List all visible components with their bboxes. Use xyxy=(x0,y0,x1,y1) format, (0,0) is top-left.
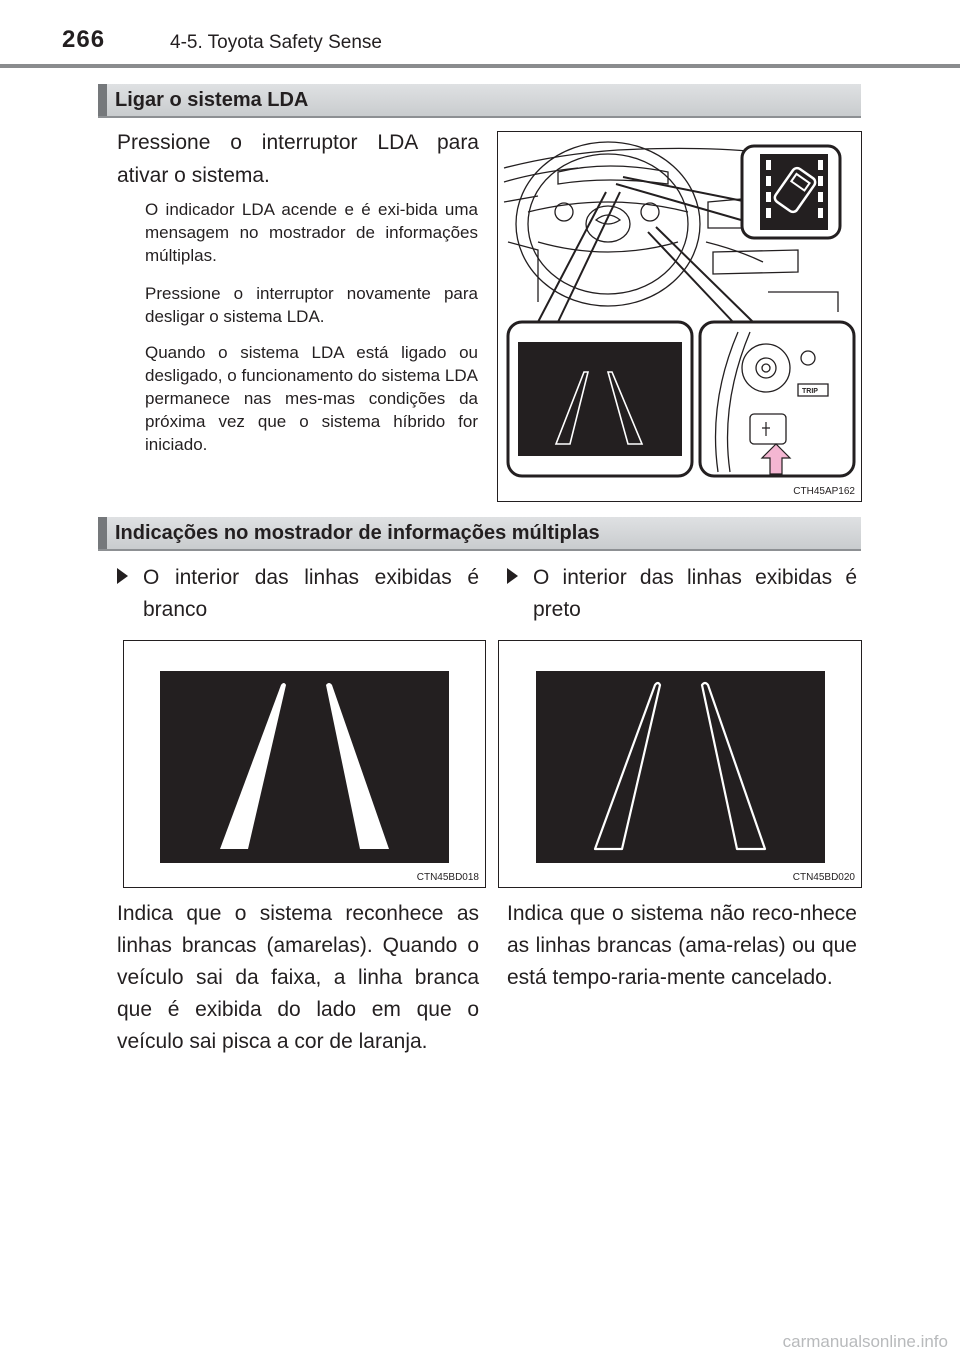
section-title: Ligar o sistema LDA xyxy=(115,89,309,111)
note-switch-off: Pressione o interruptor novamente para desligar o sistema LDA. xyxy=(145,284,478,326)
cockpit-illustration xyxy=(498,132,861,501)
display-background xyxy=(536,671,825,863)
display-background xyxy=(160,671,449,863)
black-lines-display xyxy=(499,641,861,887)
header-rule xyxy=(0,64,960,68)
page-number: 266 xyxy=(62,26,106,53)
intro-paragraph: Pressione o interruptor LDA para ativar o sistema. xyxy=(117,131,479,187)
section-accent xyxy=(98,84,107,116)
cockpit-figure xyxy=(497,131,862,502)
heading-text: O interior das linhas exibidas é branco xyxy=(143,566,479,621)
section-accent xyxy=(98,517,107,549)
chapter-title: 4-5. Toyota Safety Sense xyxy=(170,32,382,53)
description-black-lines: Indica que o sistema não reco-nhece as linhas brancas (ama-relas) ou que está tempo-raria-mente cancelado. xyxy=(507,902,857,989)
bullet-triangle-icon xyxy=(507,568,518,584)
white-lines-display xyxy=(124,641,485,887)
note-persistence: Quando o sistema LDA está ligado ou desligado, o funcionamento do sistema LDA permanece nas mes-mas condições da próxima vez que o sistema híbrido for iniciado. xyxy=(145,343,478,454)
heading-black-lines xyxy=(507,562,857,632)
watermark-text: carmanualsonline.info xyxy=(782,1332,948,1351)
white-lines-figure xyxy=(123,640,486,888)
section-heading-indicacoes xyxy=(98,517,861,551)
figure-code: CTN45BD018 xyxy=(416,872,479,883)
trip-button-label: TRIP xyxy=(802,388,818,395)
heading-white-lines xyxy=(117,562,479,632)
black-lines-figure xyxy=(498,640,862,888)
description-white-lines: Indica que o sistema reconhece as linhas brancas (amarelas). Quando o veículo sai da faixa, a linha branca que é exibida do lado em que o veículo sai pisca a cor de laranja. xyxy=(117,902,479,1053)
section-title: Indicações no mostrador de informações múltiplas xyxy=(115,522,600,544)
note-indicator: O indicador LDA acende e é exi-bida uma mensagem no mostrador de informações múltiplas. xyxy=(145,200,478,265)
section-heading-ligar-lda xyxy=(98,84,861,118)
figure-code: CTH45AP162 xyxy=(793,486,855,497)
heading-text: O interior das linhas exibidas é preto xyxy=(533,566,857,621)
figure-code: CTN45BD020 xyxy=(792,872,855,883)
bullet-triangle-icon xyxy=(117,568,128,584)
